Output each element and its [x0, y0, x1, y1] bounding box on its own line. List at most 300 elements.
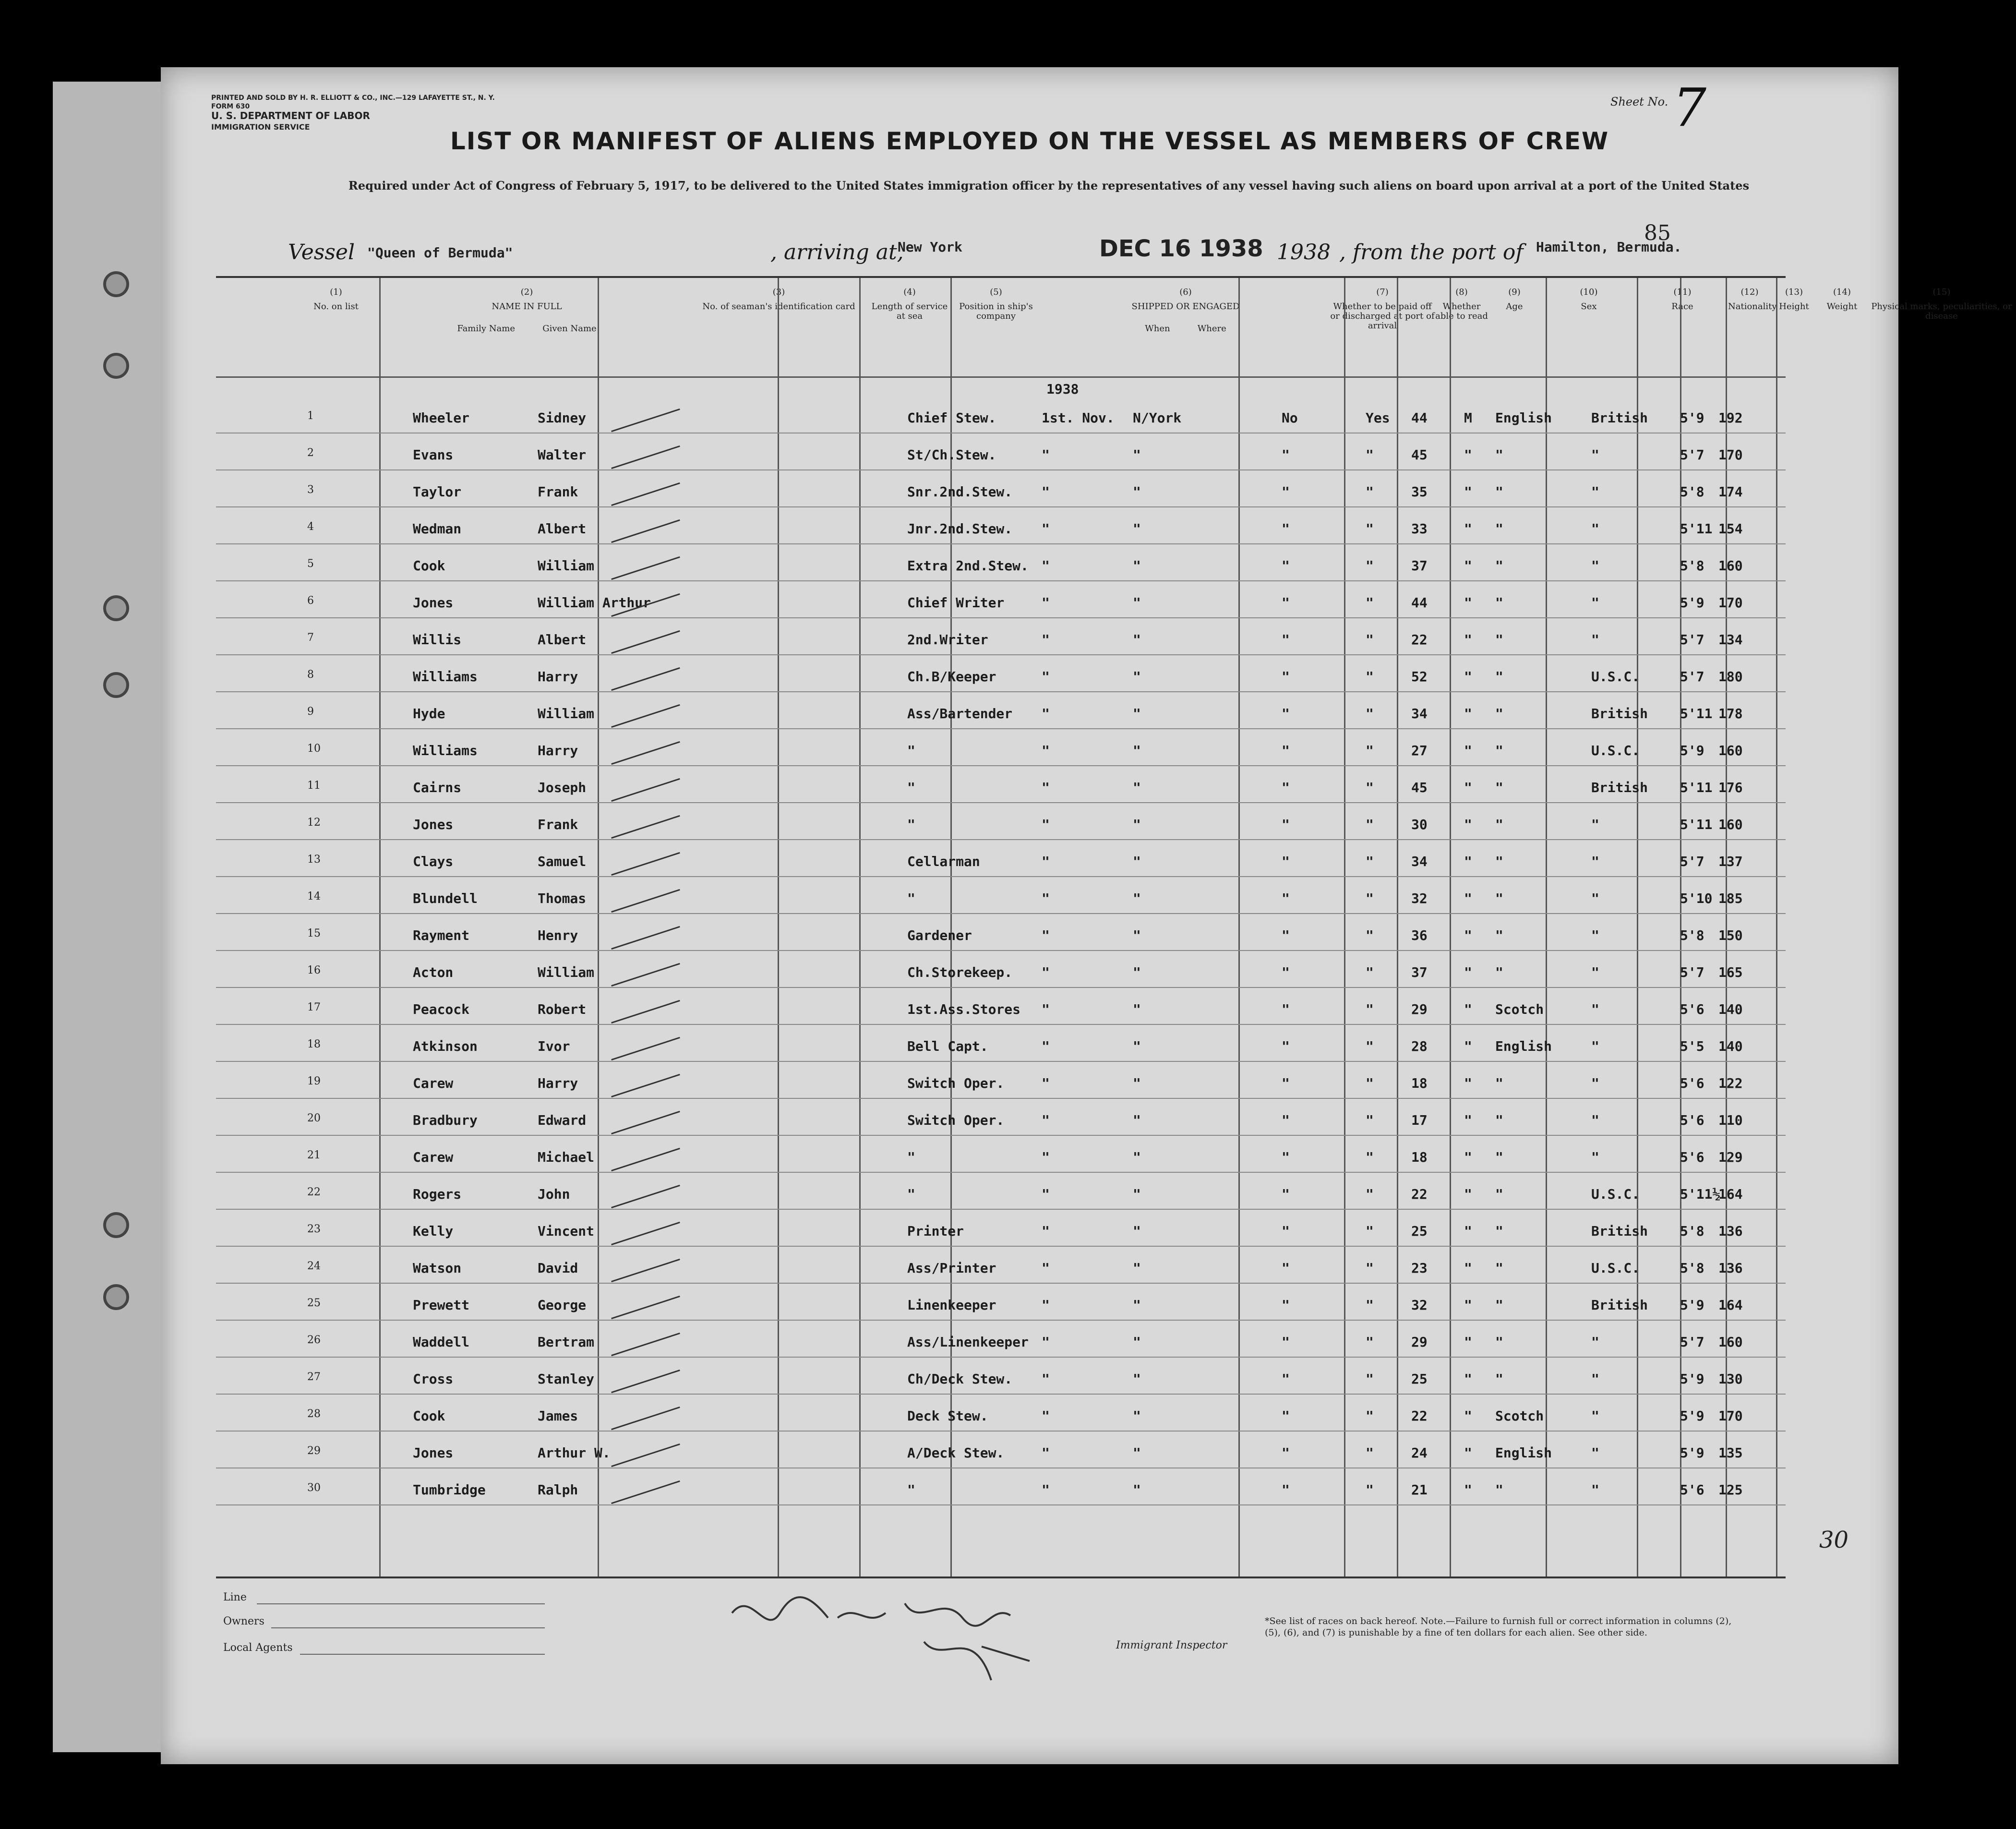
family-name: Taylor	[413, 484, 462, 500]
row-rule	[216, 691, 1786, 692]
able-to-read: "	[1366, 890, 1374, 906]
id-card-check-mark	[611, 1222, 680, 1245]
shipped-when: "	[1042, 1112, 1050, 1128]
shipped-where: "	[1133, 817, 1141, 832]
given-name: Stanley	[538, 1371, 595, 1387]
given-name: Joseph	[538, 780, 587, 795]
shipped-where: "	[1133, 1149, 1141, 1165]
given-name: Bertram	[538, 1334, 595, 1350]
race: "	[1495, 1334, 1503, 1350]
shipped-where: "	[1133, 743, 1141, 758]
from-port: Hamilton, Bermuda.	[1536, 239, 1682, 255]
nationality: "	[1591, 854, 1599, 869]
row-number: 21	[307, 1149, 321, 1161]
weight: 170	[1718, 1408, 1743, 1424]
column-title: Whether able to read	[1435, 301, 1488, 321]
row-rule	[216, 950, 1786, 951]
shipped-where: "	[1133, 1445, 1141, 1461]
age: 36	[1411, 927, 1428, 943]
row-number: 28	[307, 1408, 321, 1420]
id-card-check-mark	[611, 889, 680, 913]
column-header-3: (3) No. of seaman's identification card	[689, 288, 869, 312]
id-card-check-mark	[611, 519, 680, 543]
shipped-when: "	[1042, 669, 1050, 685]
id-card-check-mark	[611, 1074, 680, 1097]
column-title: SHIPPED OR ENGAGED	[1131, 301, 1240, 312]
row-rule	[216, 876, 1786, 877]
shipped-where: "	[1133, 854, 1141, 869]
height: 5'5	[1680, 1038, 1704, 1054]
id-card-check-mark	[611, 1407, 680, 1430]
paid-off: "	[1282, 484, 1290, 500]
nationality: British	[1591, 706, 1648, 722]
sheet-number: 7	[1673, 77, 1706, 138]
arriving-port: New York	[898, 239, 962, 255]
column-header-10: (10) Sex	[1541, 288, 1637, 312]
family-name: Jones	[413, 817, 454, 832]
footer-note: *See list of races on back hereof. Note.—Failure to furnish full or correct information in columns (2), (5), (6), and (7) is punishable by a fine of ten dollars for each alien. See other side.	[1265, 1616, 1732, 1638]
age: 29	[1411, 1001, 1428, 1017]
able-to-read: "	[1366, 854, 1374, 869]
column-header-8: (8) Whether able to read	[1435, 287, 1488, 321]
weight: 185	[1718, 890, 1743, 906]
sex: "	[1464, 1149, 1472, 1165]
sex: "	[1464, 1260, 1472, 1276]
row-rule	[216, 580, 1786, 581]
age: 21	[1411, 1482, 1428, 1498]
paid-off: "	[1282, 595, 1290, 611]
shipped-where: "	[1133, 1075, 1141, 1091]
nationality: "	[1591, 558, 1599, 574]
race: "	[1495, 595, 1503, 611]
shipped-where: "	[1133, 1371, 1141, 1387]
age: 34	[1411, 706, 1428, 722]
column-title: Age	[1506, 301, 1523, 312]
able-to-read: "	[1366, 1038, 1374, 1054]
able-to-read: "	[1366, 1149, 1374, 1165]
height: 5'8	[1680, 484, 1704, 500]
position: "	[907, 1149, 915, 1165]
nationality: "	[1591, 890, 1599, 906]
given-name: Thomas	[538, 890, 587, 906]
family-name: Carew	[413, 1075, 454, 1091]
paper-shadow	[53, 82, 168, 1752]
inspector-signature	[722, 1584, 1116, 1690]
position: Bell Capt.	[907, 1038, 988, 1054]
age: 25	[1411, 1223, 1428, 1239]
age: 44	[1411, 595, 1428, 611]
shipped-where: "	[1133, 1001, 1141, 1017]
race: "	[1495, 484, 1503, 500]
given-name: Frank	[538, 817, 578, 832]
column-header-12: (12) Nationality	[1728, 287, 1777, 312]
age: 32	[1411, 890, 1428, 906]
given-name: William Arthur	[538, 595, 651, 611]
binder-hole	[103, 1212, 129, 1238]
race: "	[1495, 1186, 1503, 1202]
sex: "	[1464, 1038, 1472, 1054]
nationality: "	[1591, 484, 1599, 500]
height: 5'11	[1680, 817, 1713, 832]
sex: "	[1464, 1001, 1472, 1017]
row-number: 24	[307, 1260, 321, 1272]
sex: "	[1464, 706, 1472, 722]
position: Ch.Storekeep.	[907, 964, 1013, 980]
sex: "	[1464, 890, 1472, 906]
able-to-read: "	[1366, 521, 1374, 537]
column-divider	[1344, 278, 1345, 1576]
shipped-where: "	[1133, 1223, 1141, 1239]
shipped-where: "	[1133, 1334, 1141, 1350]
shipped-where: "	[1133, 706, 1141, 722]
weight: 178	[1718, 706, 1743, 722]
row-rule	[216, 654, 1786, 655]
shipped-where: "	[1133, 1038, 1141, 1054]
family-name: Jones	[413, 1445, 454, 1461]
shipped-where: "	[1133, 558, 1141, 574]
age: 22	[1411, 632, 1428, 648]
vessel-name: "Queen of Bermuda"	[367, 245, 513, 261]
row-rule	[216, 469, 1786, 470]
column-header-4: (4) Length of service at sea	[869, 288, 950, 321]
height: 5'6	[1680, 1112, 1704, 1128]
race: "	[1495, 632, 1503, 648]
weight: 170	[1718, 447, 1743, 463]
column-title: Nationality	[1728, 301, 1777, 312]
age: 33	[1411, 521, 1428, 537]
sex: "	[1464, 632, 1472, 648]
shipped-when: "	[1042, 1260, 1050, 1276]
family-name: Peacock	[413, 1001, 470, 1017]
given-name: Albert	[538, 632, 587, 648]
shipped-when: "	[1042, 927, 1050, 943]
row-rule	[216, 802, 1786, 803]
position: 2nd.Writer	[907, 632, 988, 648]
nationality: British	[1591, 780, 1648, 795]
paid-off: "	[1282, 558, 1290, 574]
able-to-read: "	[1366, 1297, 1374, 1313]
row-number: 10	[307, 743, 321, 755]
paid-off: "	[1282, 1445, 1290, 1461]
total-mark: 30	[1819, 1527, 1849, 1553]
id-card-check-mark	[611, 741, 680, 765]
height: 5'9	[1680, 410, 1704, 426]
height: 5'9	[1680, 595, 1704, 611]
sex: "	[1464, 1223, 1472, 1239]
position: 1st.Ass.Stores	[907, 1001, 1021, 1017]
sex: "	[1464, 964, 1472, 980]
nationality: "	[1591, 1445, 1599, 1461]
nationality: "	[1591, 927, 1599, 943]
column-title: Race	[1671, 301, 1693, 312]
race: "	[1495, 1371, 1503, 1387]
height: 5'10	[1680, 890, 1713, 906]
row-rule	[216, 839, 1786, 840]
id-card-check-mark	[611, 1259, 680, 1282]
shipped-where: "	[1133, 447, 1141, 463]
nationality: "	[1591, 1112, 1599, 1128]
weight: 140	[1718, 1001, 1743, 1017]
paid-off: "	[1282, 1223, 1290, 1239]
shipped-when: "	[1042, 1001, 1050, 1017]
id-card-check-mark	[611, 704, 680, 728]
id-card-check-mark	[611, 630, 680, 654]
given-name: Frank	[538, 484, 578, 500]
shipped-when: "	[1042, 447, 1050, 463]
shipped-when: "	[1042, 1149, 1050, 1165]
column-header-1: (1) No. on list	[307, 288, 365, 312]
paid-off: "	[1282, 1482, 1290, 1498]
age: 34	[1411, 854, 1428, 869]
weight: 136	[1718, 1260, 1743, 1276]
able-to-read: "	[1366, 558, 1374, 574]
able-to-read: "	[1366, 743, 1374, 758]
race: "	[1495, 927, 1503, 943]
shipped-where: "	[1133, 1408, 1141, 1424]
shipped-where: "	[1133, 927, 1141, 943]
column-divider	[598, 278, 599, 1576]
shipped-when: "	[1042, 1038, 1050, 1054]
shipped-where: "	[1133, 1112, 1141, 1128]
id-card-check-mark	[611, 815, 680, 839]
shipped-when: 1st. Nov.	[1042, 410, 1115, 426]
row-rule	[216, 617, 1786, 618]
weight: 136	[1718, 1223, 1743, 1239]
age: 27	[1411, 743, 1428, 758]
sex: "	[1464, 1075, 1472, 1091]
position: St/Ch.Stew.	[907, 447, 996, 463]
column-title: NAME IN FULL	[492, 301, 562, 312]
position: Snr.2nd.Stew.	[907, 484, 1013, 500]
row-number: 1	[307, 410, 314, 422]
row-number: 7	[307, 632, 314, 644]
position: Jnr.2nd.Stew.	[907, 521, 1013, 537]
paid-off: "	[1282, 743, 1290, 758]
row-number: 2	[307, 447, 314, 459]
race: "	[1495, 964, 1503, 980]
shipped-when: "	[1042, 595, 1050, 611]
paid-off: "	[1282, 1075, 1290, 1091]
shipped-when: "	[1042, 706, 1050, 722]
age: 35	[1411, 484, 1428, 500]
weight: 150	[1718, 927, 1743, 943]
age: 30	[1411, 817, 1428, 832]
nationality: "	[1591, 964, 1599, 980]
height: 5'8	[1680, 558, 1704, 574]
weight: 170	[1718, 595, 1743, 611]
height: 5'6	[1680, 1482, 1704, 1498]
shipped-when: "	[1042, 780, 1050, 795]
given-name: Arthur W.	[538, 1445, 611, 1461]
row-number: 15	[307, 927, 321, 939]
shipped-where: "	[1133, 780, 1141, 795]
shipped-when: "	[1042, 1408, 1050, 1424]
height: 5'6	[1680, 1075, 1704, 1091]
race: English	[1495, 1038, 1552, 1054]
sex: "	[1464, 1186, 1472, 1202]
sex: "	[1464, 1297, 1472, 1313]
position: "	[907, 1186, 915, 1202]
weight: 160	[1718, 743, 1743, 758]
row-rule	[216, 506, 1786, 507]
row-number: 20	[307, 1112, 321, 1124]
row-rule	[216, 1283, 1786, 1284]
able-to-read: Yes	[1366, 410, 1390, 426]
family-name: Waddell	[413, 1334, 470, 1350]
row-number: 9	[307, 706, 314, 718]
shipped-where: "	[1133, 1482, 1141, 1498]
shipped-when: "	[1042, 1297, 1050, 1313]
height: 5'11	[1680, 780, 1713, 795]
family-name: Acton	[413, 964, 454, 980]
position: "	[907, 817, 915, 832]
nationality: "	[1591, 1038, 1599, 1054]
able-to-read: "	[1366, 1223, 1374, 1239]
weight: 165	[1718, 964, 1743, 980]
crew-table	[216, 276, 2012, 1578]
id-card-check-mark	[611, 1185, 680, 1208]
race: "	[1495, 1297, 1503, 1313]
given-name: Albert	[538, 521, 587, 537]
paid-off: "	[1282, 521, 1290, 537]
race: "	[1495, 743, 1503, 758]
height: 5'6	[1680, 1001, 1704, 1017]
id-card-check-mark	[611, 1480, 680, 1504]
sex: "	[1464, 484, 1472, 500]
id-card-check-mark	[611, 963, 680, 987]
id-card-check-mark	[611, 482, 680, 506]
height: 5'7	[1680, 1334, 1704, 1350]
age: 22	[1411, 1186, 1428, 1202]
paid-off: "	[1282, 706, 1290, 722]
nationality: U.S.C.	[1591, 1186, 1640, 1202]
paid-off: No	[1282, 410, 1298, 426]
family-name: Blundell	[413, 890, 478, 906]
from-label: , from the port of	[1339, 240, 1524, 265]
owners-field	[271, 1627, 545, 1628]
shipped-when: "	[1042, 890, 1050, 906]
family-name: Cook	[413, 1408, 445, 1424]
row-number: 17	[307, 1001, 321, 1013]
sex: "	[1464, 1334, 1472, 1350]
column-divider	[1397, 278, 1398, 1576]
sex: "	[1464, 1408, 1472, 1424]
id-card-check-mark	[611, 778, 680, 802]
date-stamp: DEC 16 1938	[1099, 235, 1263, 262]
age: 18	[1411, 1075, 1428, 1091]
sex: "	[1464, 521, 1472, 537]
able-to-read: "	[1366, 817, 1374, 832]
paid-off: "	[1282, 854, 1290, 869]
paid-off: "	[1282, 632, 1290, 648]
row-rule	[216, 1394, 1786, 1395]
id-card-check-mark	[611, 926, 680, 950]
able-to-read: "	[1366, 927, 1374, 943]
height: 5'7	[1680, 447, 1704, 463]
sex: "	[1464, 854, 1472, 869]
age: 37	[1411, 964, 1428, 980]
row-rule	[216, 728, 1786, 729]
column-title: Whether to be paid off or discharged at port of arrival	[1330, 301, 1435, 331]
column-title: No. on list	[313, 301, 359, 312]
department-label: U. S. DEPARTMENT OF LABOR IMMIGRATION SERVICE	[211, 110, 370, 132]
row-number: 25	[307, 1297, 321, 1309]
family-name: Wedman	[413, 521, 462, 537]
row-number: 22	[307, 1186, 321, 1198]
id-card-check-mark	[611, 1111, 680, 1134]
age: 17	[1411, 1112, 1428, 1128]
family-name: Carew	[413, 1149, 454, 1165]
row-number: 6	[307, 595, 314, 607]
column-divider	[1637, 278, 1638, 1576]
family-name: Atkinson	[413, 1038, 478, 1054]
column-header-13: (13) Height	[1771, 288, 1817, 312]
able-to-read: "	[1366, 1260, 1374, 1276]
shipped-where: N/York	[1133, 410, 1182, 426]
position: Deck Stew.	[907, 1408, 988, 1424]
row-rule	[216, 1172, 1786, 1173]
able-to-read: "	[1366, 1408, 1374, 1424]
race: "	[1495, 521, 1503, 537]
nationality: "	[1591, 1482, 1599, 1498]
shipped-when: "	[1042, 1482, 1050, 1498]
family-name: Evans	[413, 447, 454, 463]
row-number: 19	[307, 1075, 321, 1087]
row-number: 30	[307, 1482, 321, 1494]
shipped-where: "	[1133, 1297, 1141, 1313]
paid-off: "	[1282, 1186, 1290, 1202]
binder-hole	[103, 353, 129, 379]
paid-off: "	[1282, 1001, 1290, 1017]
weight: 135	[1718, 1445, 1743, 1461]
row-rule	[216, 1209, 1786, 1210]
sex: "	[1464, 669, 1472, 685]
paid-off: "	[1282, 964, 1290, 980]
paid-off: "	[1282, 927, 1290, 943]
sex: "	[1464, 927, 1472, 943]
agents-field	[300, 1654, 545, 1655]
shipped-when: "	[1042, 558, 1050, 574]
able-to-read: "	[1366, 1482, 1374, 1498]
given-name: George	[538, 1297, 587, 1313]
weight: 125	[1718, 1482, 1743, 1498]
age: 18	[1411, 1149, 1428, 1165]
given-name: Michael	[538, 1149, 595, 1165]
given-name: Henry	[538, 927, 578, 943]
position: A/Deck Stew.	[907, 1445, 1005, 1461]
weight: 164	[1718, 1186, 1743, 1202]
shipped-where: "	[1133, 484, 1141, 500]
shipped-where: "	[1133, 964, 1141, 980]
height: 5'7	[1680, 632, 1704, 648]
column-divider	[778, 278, 779, 1576]
row-number: 18	[307, 1038, 321, 1050]
race: "	[1495, 669, 1503, 685]
race: Scotch	[1495, 1001, 1544, 1017]
id-card-check-mark	[611, 1333, 680, 1356]
column-header-6: (6) SHIPPED OR ENGAGED When Where	[1042, 288, 1330, 334]
position: Linenkeeper	[907, 1297, 996, 1313]
paid-off: "	[1282, 669, 1290, 685]
shipped-where: "	[1133, 595, 1141, 611]
sheet-label: Sheet No.	[1610, 95, 1668, 108]
height: 5'9	[1680, 1371, 1704, 1387]
header-rule	[216, 376, 1786, 378]
height: 5'11	[1680, 521, 1713, 537]
paid-off: "	[1282, 780, 1290, 795]
nationality: U.S.C.	[1591, 669, 1640, 685]
family-name: Tumbridge	[413, 1482, 486, 1498]
